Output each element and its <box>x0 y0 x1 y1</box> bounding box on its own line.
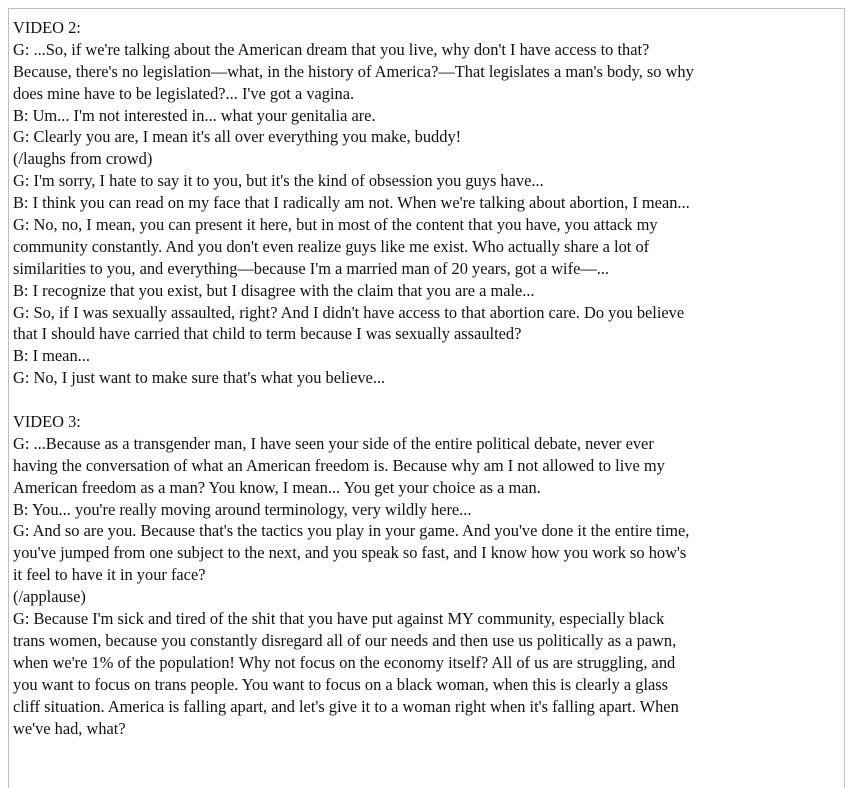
transcript-line: B: I recognize that you exist, but I disagree with the claim that you are a male... <box>13 280 535 300</box>
transcript-line: G: No, no, I mean, you can present it here, but in most of the content that you have, you attack my <box>13 215 658 235</box>
video-2-section <box>13 17 844 389</box>
transcript-line: you want to focus on trans people. You want to focus on a black woman, when this is clearly a glass <box>13 674 669 694</box>
transcript-line: we've had, what? <box>13 718 126 738</box>
transcript-text <box>13 17 844 739</box>
transcript-line: similarities to you, and everything—because I'm a married man of 20 years, got a wife—... <box>13 258 610 278</box>
video-3-section <box>13 411 844 739</box>
transcript-line: Because, there's no legislation—what, in the history of America?—That legislates a man's body, so why <box>13 61 694 81</box>
transcript-line: community constantly. And you don't even realize guys like me exist. Who actually share a lot of <box>13 236 650 256</box>
transcript-line: (/applause) <box>13 587 86 607</box>
transcript-line: G: Clearly you are, I mean it's all over everything you make, buddy! <box>13 127 462 147</box>
transcript-line: that I should have carried that child to term because I was sexually assaulted? <box>13 324 522 344</box>
section-heading: VIDEO 2: <box>13 18 81 37</box>
transcript-line: trans women, because you constantly disregard all of our needs and then use us politically as a pawn, <box>13 630 677 650</box>
transcript-line: G: Because I'm sick and tired of the shit that you have put against MY community, especially black <box>13 609 665 629</box>
transcript-line: G: No, I just want to make sure that's what you believe... <box>13 368 386 388</box>
transcript-line: you've jumped from one subject to the next, and you speak so fast, and I know how you work so how's <box>13 543 687 563</box>
transcript-line: G: I'm sorry, I hate to say it to you, but it's the kind of obsession you guys have... <box>13 171 544 191</box>
section-heading: VIDEO 3: <box>13 412 81 432</box>
transcript-line: G: ...Because as a transgender man, I have seen your side of the entire political debate, never ever <box>13 433 654 453</box>
transcript-line: G: ...So, if we're talking about the American dream that you live, why don't I have access to that? <box>13 39 650 59</box>
transcript-line: B: I think you can read on my face that I radically am not. When we're talking about abortion, I mean... <box>13 193 690 213</box>
transcript-line: B: Um... I'm not interested in... what your genitalia are. <box>13 105 376 125</box>
transcript-line: G: And so are you. Because that's the tactics you play in your game. And you've done it the entire time, <box>13 521 690 541</box>
transcript-line: B: You... you're really moving around terminology, very wildly here... <box>13 499 472 519</box>
transcript-line: does mine have to be legislated?... I've got a vagina. <box>13 83 355 103</box>
transcript-line: (/laughs from crowd) <box>13 149 153 169</box>
transcript-line: cliff situation. America is falling apart, and let's give it to a woman right when it's falling apart. When <box>13 696 679 716</box>
transcript-line: G: So, if I was sexually assaulted, right? And I didn't have access to that abortion care. Do you believe <box>13 302 685 322</box>
transcript-line: having the conversation of what an American freedom is. Because why am I not allowed to live my <box>13 455 665 475</box>
section-spacer <box>13 389 844 411</box>
transcript-line: when we're 1% of the population! Why not focus on the economy itself? All of us are struggling, and <box>13 652 676 672</box>
transcript-frame <box>8 8 845 788</box>
transcript-line: B: I mean... <box>13 346 90 366</box>
transcript-line: it feel to have it in your face? <box>13 565 206 585</box>
transcript-line: American freedom as a man? You know, I mean... You get your choice as a man. <box>13 477 541 497</box>
